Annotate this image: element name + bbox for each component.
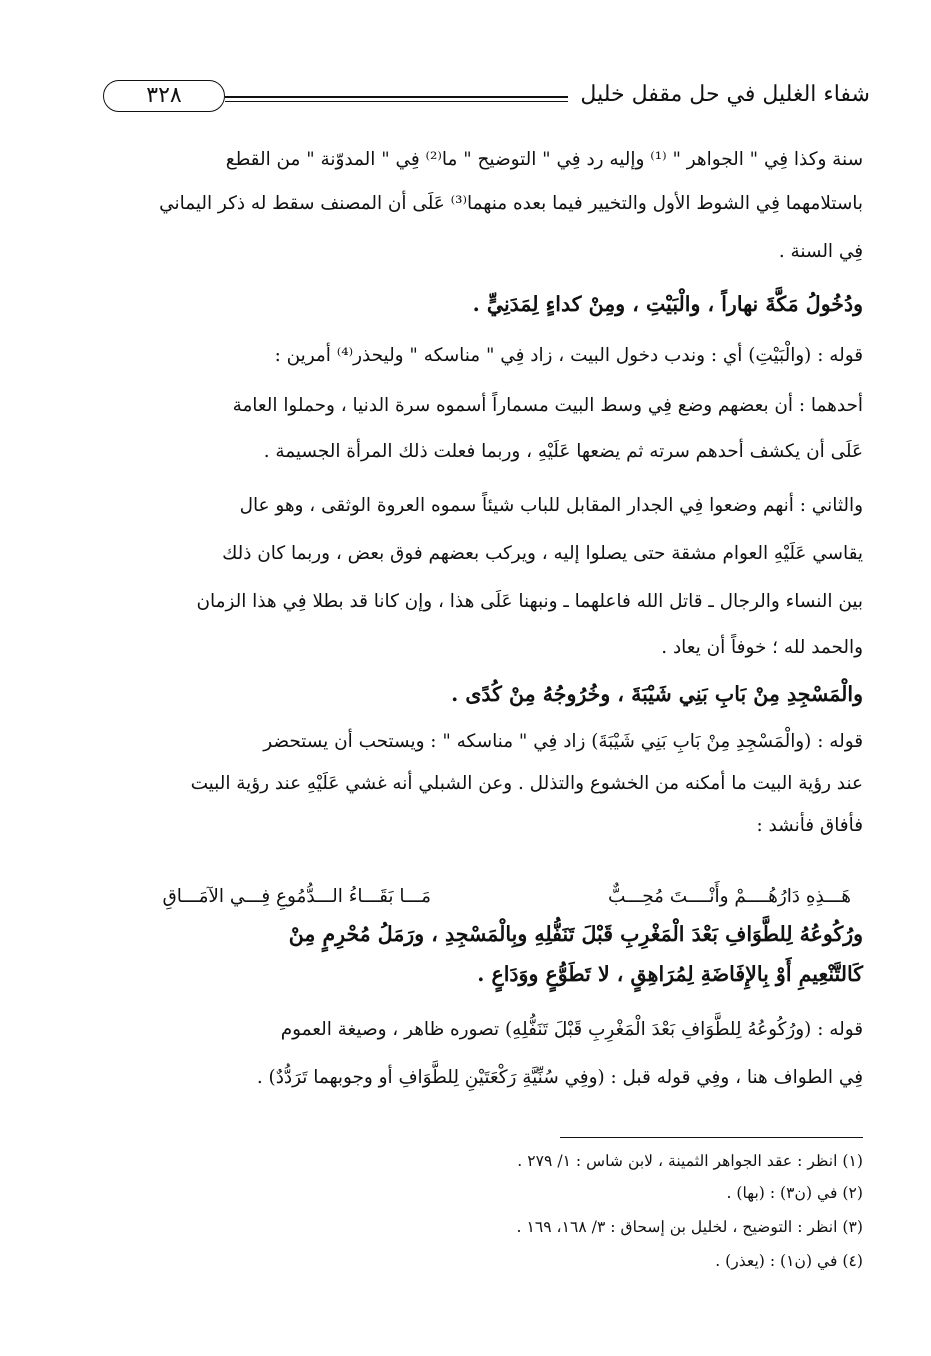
text-line: فِي السنة . [778,241,863,262]
header-title: شفاء الغليل في حل مقفل خليل [580,82,870,107]
text-line: فِي الطواف هنا ، وفِي قوله قبل : (وفِي سُنِّيَّةِ رَكْعَتَيْنِ لِلطَّوَافِ أو وجوبهما تَرَدُّدٌ) . [256,1067,863,1088]
matn-line: ورُكُوعُهُ لِلطَّوَافِ بَعْدَ الْمَغْرِبِ قَبْلَ تَنَفُّلِهِ وبِالْمَسْجِدِ ، ورَمَلُ مُحْرِمٍ مِنْ [288,922,863,946]
footnote: (٤) في (ن١) : (يعذر) . [715,1252,863,1270]
text-line: والحمد لله ؛ خوفاً أن يعاد . [661,637,863,658]
text-line: أحدهما : أن بعضهم وضع فِي وسط البيت مسماراً أسموه سرة الدنيا ، وحملوا العامة [232,395,863,416]
text-line: يقاسي عَلَيْهِ العوام مشقة حتى يصلوا إليه ، ويركب بعضهم فوق بعض ، وربما كان ذلك [222,543,863,564]
text-line: قوله : (ورُكُوعُهُ لِلطَّوَافِ بَعْدَ الْمَغْرِبِ قَبْلَ تَنَفُّلِهِ) تصوره ظاهر ، وصيغة العموم [280,1019,863,1040]
text-line: بين النساء والرجال ـ قاتل الله فاعلهما ـ ونبهنا عَلَى هذا ، وإن كانا قد بطلا فِي هذا الزمان [196,591,863,612]
text-line: عَلَى أن يكشف أحدهم سرته ثم يضعها عَلَيْهِ ، وربما فعلت ذلك المرأة الجسيمة . [263,441,863,462]
footnote: (٣) انظر : التوضيح ، لخليل بن إسحاق : ٣/ ١٦٨، ١٦٩ . [516,1218,863,1236]
text-line: قوله : (والْمَسْجِدِ مِنْ بَابِ بَنِي شَيْبَةَ) زاد فِي " مناسكه " : ويستحب أن يستحضر [263,731,863,752]
footnote-rule [560,1137,863,1138]
text-line: باستلامهما فِي الشوط الأول والتخيير فيما بعده منهما⁽³⁾ عَلَى أن المصنف سقط له ذكر اليماني [159,193,863,214]
header-rule [225,96,568,102]
verse-second-hemistich: مَـــا بَقَـــاءُ الـــدُّمُوعِ فِـــي الآمَـــاقِ [162,886,431,907]
matn-line: كَالتَّنْعِيمِ أَوْ بِالإِفَاضَةِ لِمُرَاهِقٍ ، لا تَطَوُّعٍ ووَدَاعٍ . [477,962,863,986]
footnote: (٢) في (ن٣) : (بها) . [726,1184,863,1202]
verse-first-hemistich: هَـــذِهِ دَارُهُــــمْ وأَنْــــتَ مُحِـــبٌّ [607,886,851,907]
text-line: عند رؤية البيت ما أمكنه من الخشوع والتذلل . وعن الشبلي أنه غشي عَلَيْهِ عند رؤية البيت [190,773,863,794]
page-number: ٣٢٨ [103,80,225,112]
matn-line: والْمَسْجِدِ مِنْ بَابِ بَنِي شَيْبَةَ ، وخُرُوجُهُ مِنْ كُدًى . [451,682,863,706]
text-line: سنة وكذا فِي " الجواهر " ⁽¹⁾ وإليه رد فِي " التوضيح " ما⁽²⁾ فِي " المدوّنة " من القطع [225,149,863,170]
matn-line: ودُخُولُ مَكَّةَ نهاراً ، والْبَيْتِ ، ومِنْ كداءٍ لِمَدَنِيٍّ . [472,292,863,316]
text-line: فأفاق فأنشد : [756,815,863,836]
text-line: والثاني : أنهم وضعوا فِي الجدار المقابل للباب شيئاً سموه العروة الوثقى ، وهو عال [239,495,863,516]
text-line: قوله : (والْبَيْتِ) أي : وندب دخول البيت ، زاد فِي " مناسكه " وليحذر⁽⁴⁾ أمرين : [274,345,863,366]
footnote: (١) انظر : عقد الجواهر الثمينة ، لابن شاس : ١/ ٢٧٩ . [517,1152,863,1170]
running-header [85,80,870,120]
